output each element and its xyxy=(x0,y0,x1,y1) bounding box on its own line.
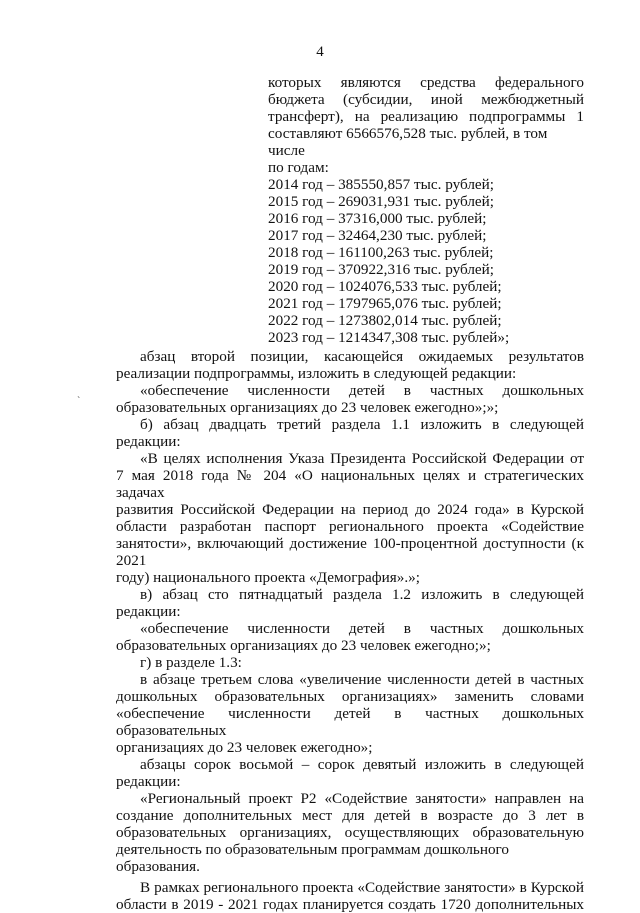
paragraph-b xyxy=(116,416,584,450)
paragraph-v xyxy=(116,586,584,620)
paragraph-expected-results xyxy=(116,348,584,382)
text-line: редакции: xyxy=(116,433,181,450)
text-line: абзац второй позиции, касающейся ожидаемых результатов xyxy=(140,348,584,365)
text-line: дошкольных образовательных организациях» заменить словами xyxy=(116,688,584,705)
year-item: 2015 год – 269031,931 тыс. рублей; xyxy=(268,193,495,210)
text-line: «обеспечение численности детей в частных дошкольных xyxy=(140,620,584,637)
text-line: г) в разделе 1.3: xyxy=(140,654,242,671)
paragraph-regional-project xyxy=(116,879,584,913)
page-number: 4 xyxy=(316,44,324,60)
year-item: 2014 год – 385550,857 тыс. рублей; xyxy=(268,176,495,193)
text-line: «Региональный проект Р2 «Содействие занятости» направлен на xyxy=(140,790,584,807)
paragraph-project-p2 xyxy=(116,790,584,875)
text-line: области в 2019 - 2021 годах планируется создать 1720 дополнительных xyxy=(116,896,584,913)
funding-line: которых являются средства федерального xyxy=(268,74,584,91)
text-line: образовательных организациях до 23 человек ежегодно;»; xyxy=(116,637,491,654)
paragraph-48-49 xyxy=(116,756,584,790)
funding-line: по годам: xyxy=(268,159,329,176)
year-item: 2023 год – 1214347,308 тыс. рублей»; xyxy=(268,329,510,346)
funding-line: бюджета (субсидии, иной межбюджетный xyxy=(268,91,584,108)
text-line: «обеспечение численности детей в частных дошкольных xyxy=(140,382,584,399)
text-line: 7 мая 2018 года № 204 «О национальных целях и стратегических задачах xyxy=(116,467,584,501)
text-line: году) национального проекта «Демография».»; xyxy=(116,569,420,586)
year-item: 2020 год – 1024076,533 тыс. рублей; xyxy=(268,278,502,295)
funding-line: составляют 6566576,528 тыс. рублей, в том числе xyxy=(268,125,548,159)
text-line: в абзаце третьем слова «увеличение численности детей в частных xyxy=(140,671,584,688)
paragraph-quote-1 xyxy=(116,382,584,416)
paragraph-words-replace xyxy=(116,671,584,756)
text-line: в) абзац сто пятнадцатый раздела 1.2 изложить в следующей xyxy=(140,586,584,603)
text-line: занятости», включающий достижение 100-процентной доступности (к 2021 xyxy=(116,535,584,569)
funding-line: трансферт), на реализацию подпрограммы 1 xyxy=(268,108,584,125)
funding-block xyxy=(268,74,584,346)
text-line: редакции: xyxy=(116,773,181,790)
text-line: «обеспечение численности детей в частных дошкольных образовательных xyxy=(116,705,584,739)
document-content xyxy=(116,74,584,913)
text-line: образовательных организациях до 23 человек ежегодно»;»; xyxy=(116,399,499,416)
text-line: деятельность по образовательным программам дошкольного образования. xyxy=(116,841,509,875)
year-item: 2019 год – 370922,316 тыс. рублей; xyxy=(268,261,495,278)
year-item: 2016 год – 37316,000 тыс. рублей; xyxy=(268,210,487,227)
paragraph-g xyxy=(116,654,584,671)
text-line: абзацы сорок восьмой – сорок девятый изложить в следующей xyxy=(140,756,584,773)
text-line: редакции: xyxy=(116,603,181,620)
text-line: б) абзац двадцать третий раздела 1.1 изложить в следующей xyxy=(140,416,584,433)
text-line: образовательных организациях, осуществляющих образовательную xyxy=(116,824,584,841)
text-line: «В целях исполнения Указа Президента Российской Федерации от xyxy=(140,450,584,467)
year-item: 2017 год – 32464,230 тыс. рублей; xyxy=(268,227,487,244)
text-line: В рамках регионального проекта «Содействие занятости» в Курской xyxy=(140,879,584,896)
text-line: реализации подпрограммы, изложить в следующей редакции: xyxy=(116,365,517,382)
paragraph-decree xyxy=(116,450,584,586)
text-line: области разработан паспорт регионального проекта «Содействие xyxy=(116,518,584,535)
text-line: организациях до 23 человек ежегодно»; xyxy=(116,739,373,756)
year-item: 2021 год – 1797965,076 тыс. рублей; xyxy=(268,295,502,312)
year-list xyxy=(268,176,584,346)
paragraph-quote-2 xyxy=(116,620,584,654)
text-line: развития Российской Федерации на период до 2024 года» в Курской xyxy=(116,501,584,518)
text-line: создание дополнительных мест для детей в возрасте до 3 лет в xyxy=(116,807,584,824)
year-item: 2018 год – 161100,263 тыс. рублей; xyxy=(268,244,494,261)
year-item: 2022 год – 1273802,014 тыс. рублей; xyxy=(268,312,502,329)
scan-mark: ` xyxy=(77,396,81,407)
